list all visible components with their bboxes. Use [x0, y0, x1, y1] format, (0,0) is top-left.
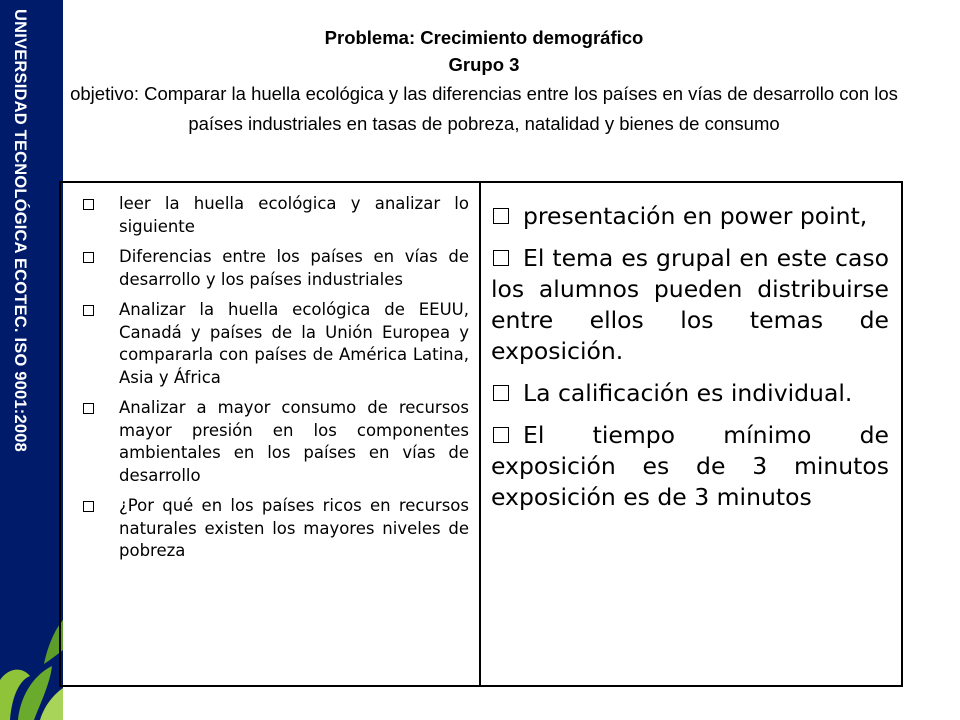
content-table	[59, 181, 903, 687]
list-item	[71, 495, 469, 563]
list-item-text: Diferencias entre los países en vías de desarrollo y los países industriales	[119, 247, 469, 289]
square-bullet-icon	[83, 305, 94, 316]
square-bullet-icon	[83, 199, 94, 210]
list-item-text: El tema es grupal en este caso los alumnos pueden distribuirse entre ellos los temas de exposición.	[491, 244, 889, 365]
list-item-text: presentación en power point,	[523, 202, 868, 230]
list-item-text: Analizar a mayor consumo de recursos mayor presión en los componentes ambientales en los países en vías de desarrollo	[119, 398, 469, 485]
left-column	[61, 183, 481, 685]
list-item	[71, 193, 469, 238]
list-item-text: ¿Por qué en los países ricos en recursos naturales existen los mayores niveles de pobreza	[119, 496, 469, 560]
square-bullet-icon	[83, 252, 94, 263]
square-bullet-icon	[493, 208, 509, 224]
slide-title: Problema: Crecimiento demográfico	[324, 27, 644, 48]
square-bullet-icon	[493, 385, 509, 401]
list-item	[491, 378, 889, 409]
group-label: Grupo 3	[448, 54, 520, 75]
list-item-text: Analizar la huella ecológica de EEUU, Canadá y países de la Unión Europea y compararla con países de América Latina, Asia y África	[119, 300, 469, 387]
instructions-list	[491, 201, 889, 513]
leaf-logo-icon	[0, 610, 63, 720]
objective-text: objetivo: Comparar la huella ecológica y las diferencias entre los países en vías de desarrollo con los países industriales en tasas de pobreza, natalidad y bienes de consumo	[70, 83, 898, 134]
list-item-text: El tiempo mínimo de exposición es de 3 minutos exposición es de 3 minutos	[491, 421, 889, 511]
list-item	[491, 420, 889, 513]
square-bullet-icon	[493, 427, 509, 443]
university-name: UNIVERSIDAD TECNOLÓGICA ECOTEC. ISO 9001:2008	[11, 9, 29, 452]
square-bullet-icon	[83, 403, 94, 414]
list-item	[71, 246, 469, 291]
list-item-text: leer la huella ecológica y analizar lo siguiente	[119, 194, 469, 236]
sidebar-banner	[0, 0, 63, 720]
list-item	[71, 299, 469, 389]
list-item-text: La calificación es individual.	[523, 379, 853, 407]
list-item	[491, 201, 889, 232]
square-bullet-icon	[83, 501, 94, 512]
task-list	[71, 193, 469, 563]
list-item	[491, 243, 889, 367]
slide-header	[64, 24, 904, 139]
square-bullet-icon	[493, 250, 509, 266]
list-item	[71, 397, 469, 487]
right-column	[481, 183, 901, 685]
